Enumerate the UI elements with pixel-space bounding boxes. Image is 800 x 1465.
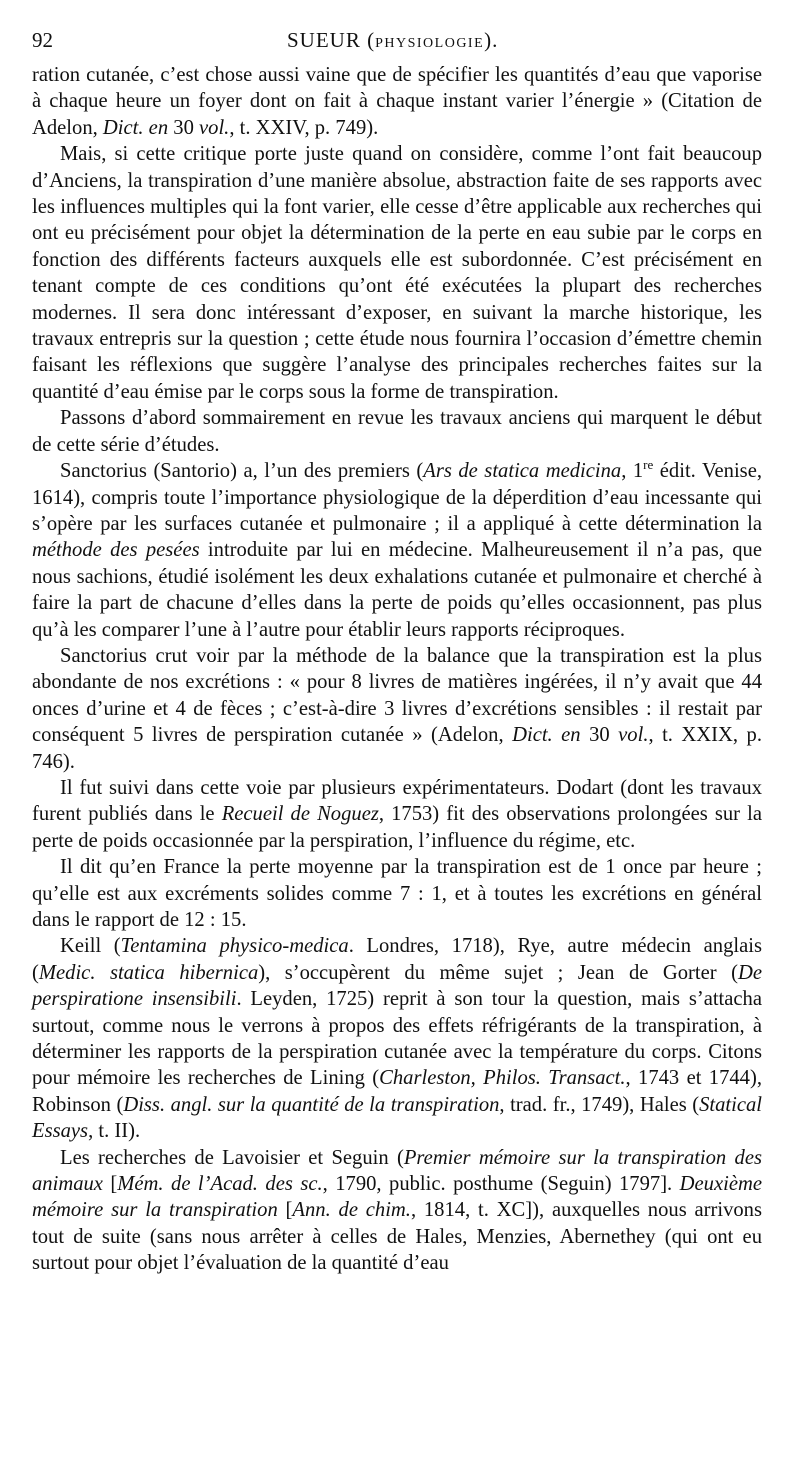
text-segment: , t. II). <box>88 1120 141 1143</box>
paragraph <box>32 458 762 643</box>
paragraph <box>32 854 762 933</box>
page-header <box>32 28 762 62</box>
italic-text: Diss. angl. sur la quantité de la transpiration <box>123 1093 500 1116</box>
italic-text: Premier mémoire sur la transpiration des animaux <box>32 1146 762 1196</box>
text-segment: . Londres, 1718), Rye, autre médecin anglais ( <box>32 935 763 984</box>
text-segment: Les recherches de Lavoisier et Seguin ( <box>60 1146 404 1169</box>
superscript-text: re <box>643 457 654 473</box>
italic-text: Mém. de l’Acad. des sc. <box>117 1173 323 1196</box>
text-segment: ), s’occupèrent du même sujet ; Jean de Gorter ( <box>258 961 738 984</box>
paragraph <box>32 643 762 775</box>
text-segment: , 1790, public. posthume (Seguin) 1797]. <box>322 1173 680 1196</box>
paragraph <box>32 1145 762 1277</box>
text-segment: Mais, si cette critique porte juste quand on considère, comme l’ont fait beaucoup d’Anciens, la transpiration d’une manière absolue, abstraction faite de ses rapports avec les influences multiples qui la font varier, elle cesse d’être applicable aux recherches qui ont eu précisément pour objet la détermination de la perte en eau subie par le corps en fonction des différents facteurs auxquels elle est subordonnée. C’est précisément en tenant compte de ces conditions qu’ont été exécutées la plupart des recherches modernes. Il sera donc intéressant d’exposer, en suivant la marche historique, les travaux entrepris sur la question ; cette étude nous fournira l’occasion d’émettre chemin faisant les réflexions que suggère l’analyse des principales recherches faites sur la quantité d’eau émise par le corps sous la forme de transpiration. <box>32 143 762 403</box>
running-title-end: ). <box>484 28 499 52</box>
running-title-main: SUEUR ( <box>287 28 376 52</box>
text-segment: [ <box>277 1199 293 1222</box>
text-segment: , 1753) fit des observations prolongées sur la perte de poids occasionnée par la perspiration, l’influence du régime, etc. <box>32 803 762 852</box>
text-segment: Sanctorius (Santorio) a, l’un des premiers ( <box>60 460 424 483</box>
text-segment: [ <box>102 1173 118 1196</box>
body-text <box>32 62 762 1277</box>
paragraph <box>32 933 762 1144</box>
italic-text: vol. <box>618 724 649 747</box>
text-segment: , t. XXIX, p. 746). <box>32 724 762 773</box>
italic-text: Ars de statica medicina <box>423 460 622 483</box>
paragraph <box>32 775 762 854</box>
italic-text: Dict. en <box>102 116 169 139</box>
page-number: 92 <box>32 28 53 52</box>
italic-text: Dict. en <box>512 724 581 747</box>
text-segment: , 1 <box>621 460 644 483</box>
text-segment: ration cutanée, c’est chose aussi vaine que de spécifier les quantités d’eau que vaporise à chaque heure un foyer dont on fait à chaque instant varier l’énergie » (Citation de Adelon, <box>32 64 762 139</box>
page <box>32 28 762 1277</box>
italic-text: Ann. de chim. <box>292 1199 411 1222</box>
text-segment: Il dit qu’en France la perte moyenne par la transpiration est de 1 once par heure ; qu’elle est aux excréments solides comme 7 : 1, et à toutes les excrétions en général dans le rapport de 12 : 15. <box>32 856 762 931</box>
italic-text: Recueil de Noguez <box>221 803 379 826</box>
text-segment: édit. Venise, 1614), compris toute l’importance physiologique de la déperdition d’eau incessante qui s’opère par les surfaces cutanée et pulmonaire ; il a appliqué à cette détermination la <box>32 460 762 535</box>
paragraph <box>32 405 762 458</box>
paragraph <box>32 141 762 405</box>
text-segment: Il fut suivi dans cette voie par plusieurs expérimentateurs. Dodart (dont les travaux furent publiés dans le <box>32 776 762 826</box>
italic-text: Medic. statica hibernica <box>38 961 259 984</box>
text-segment: . Leyden, 1725) reprit à son tour la question, mais s’attacha surtout, comme nous le verrons à propos des effets réfrigérants de la transpiration, à déterminer les rapports de la perspiration cutanée avec la température du corps. Citons pour mémoire les recherches de Lining ( <box>32 988 762 1090</box>
text-segment: 30 <box>168 116 200 139</box>
running-title <box>287 28 498 53</box>
italic-text: Tentamina physico-medica <box>120 935 349 958</box>
text-segment: , 1814, t. XC]), auxquelles nous arrivons tout de suite (sans nous arrêter à celles de Hales, Menzies, Abernethey (qui ont eu surtout pour objet l’évaluation de la quantité d’eau <box>32 1199 762 1275</box>
text-segment: Keill ( <box>60 935 121 958</box>
italic-text: vol. <box>199 116 230 139</box>
italic-text: Charleston, Philos. Transact. <box>379 1067 626 1090</box>
text-segment: , trad. fr., 1749), Hales ( <box>499 1093 700 1116</box>
running-title-small: PHYSIOLOGIE <box>375 36 485 51</box>
italic-text: Statical Essays <box>32 1093 763 1143</box>
text-segment: Passons d’abord sommairement en revue les travaux anciens qui marquent le début de cette série d’études. <box>32 407 762 456</box>
text-segment: Sanctorius crut voir par la méthode de la balance que la transpiration est la plus abondante de nos excrétions : « pour 8 livres de matières ingérées, il n’y avait que 44 onces d’urine et 4 de fèces ; c’est-à-dire 3 livres d’excrétions sensibles : il restait par conséquent 5 livres de perspiration cutanée » (Adelon, <box>32 644 762 747</box>
italic-text: De perspiratione insensibili <box>32 961 762 1011</box>
text-segment: , 1743 et 1744), Robinson ( <box>32 1067 762 1116</box>
text-segment: introduite par lui en médecine. Malheureusement il n’a pas, que nous sachions, étudié isolément les deux exhalations cutanée et pulmonaire et cherché à faire la part de chacune d’elles dans la perte de poids qu’elles occasionnent, pas plus qu’à les comparer l’une à l’autre pour établir leurs rapports réciproques. <box>32 539 762 641</box>
paragraph <box>32 62 762 141</box>
text-segment: , t. XXIV, p. 749). <box>229 116 379 139</box>
italic-text: méthode des pesées <box>32 539 200 562</box>
italic-text: Deuxième mémoire sur la transpiration <box>32 1173 762 1222</box>
text-segment: 30 <box>580 724 619 747</box>
